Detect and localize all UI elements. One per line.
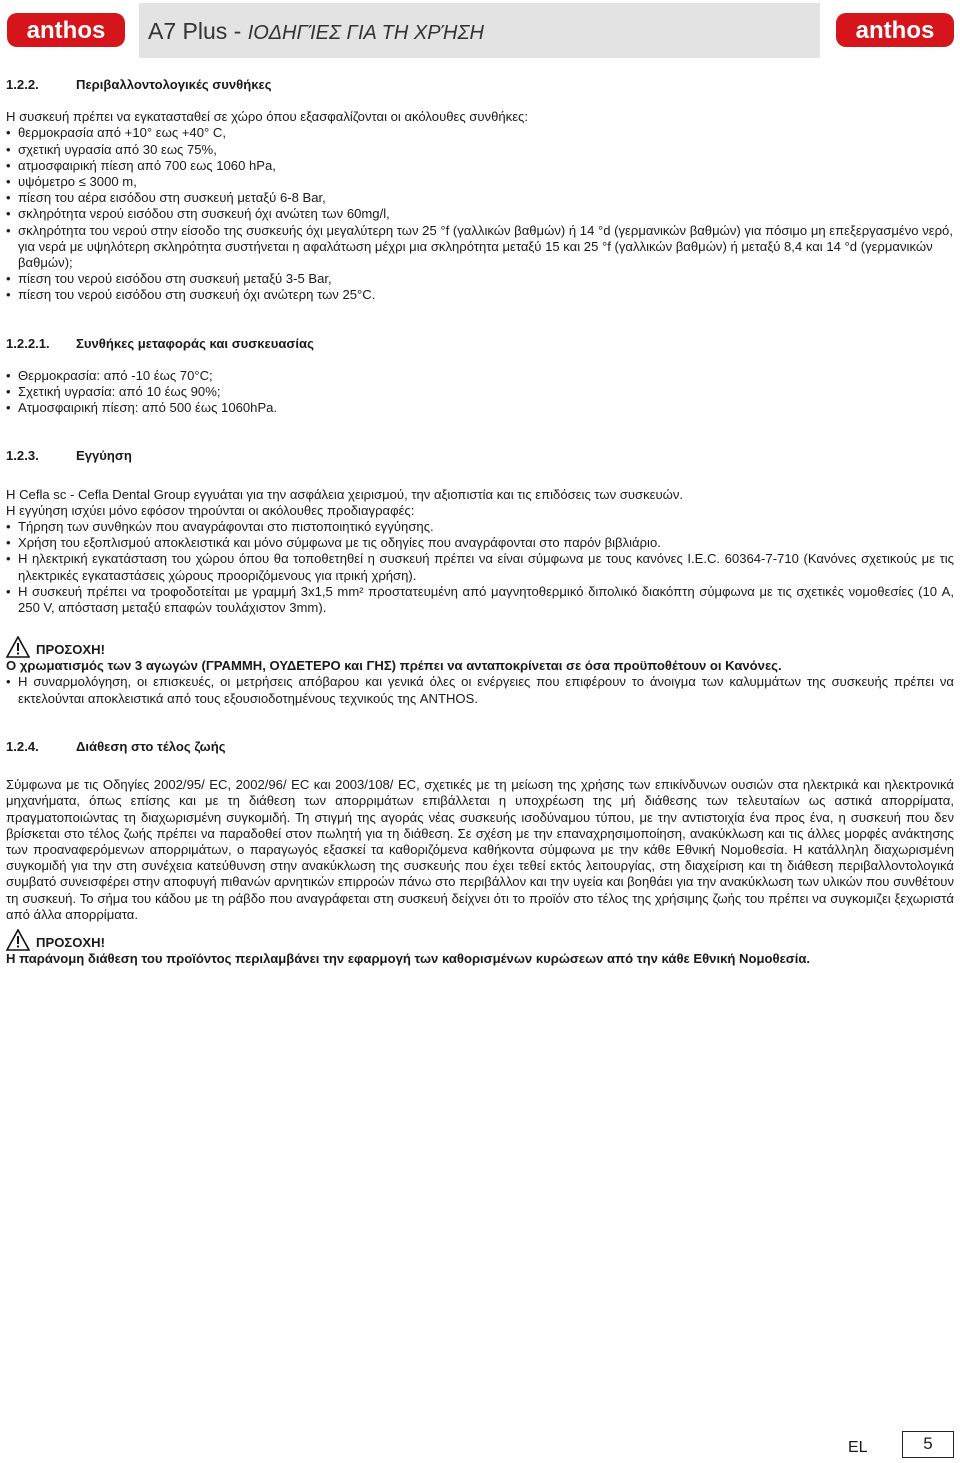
conditions-list xyxy=(6,125,954,303)
warranty-text: Η εγγύηση ισχύει μόνο εφόσον τηρούνται οι ακόλουθες προδιαγραφές: xyxy=(6,502,415,518)
warning-text: Ο χρωματισμός των 3 αγωγών (ΓΡΑΜΜΗ, ΟΥΔΕΤΕΡΟ και ΓΗΣ) πρέπει να ανταποκρίνεται σε όσα προϋποθέτουν οι Κανόνες. xyxy=(6,658,782,674)
warranty-list xyxy=(6,519,954,616)
list-item: • υψόμετρο ≤ 3000 m, xyxy=(6,174,954,190)
warning-text: Η παράνομη διάθεση του προϊόντος περιλαμβάνει την εφαρμογή των καθορισμένων κυρώσεων από την κάθε Εθνική Νομοθεσία. xyxy=(6,950,811,966)
disposal-paragraph: Σύμφωνα με τις Οδηγίες 2002/95/ EC, 2002/96/ EC και 2003/108/ EC, σχετικές με τη μείωση της χρήσης των επικίνδυνων ουσιών στα ηλεκτρικά και ηλεκτρονικά μηχανήματα, όπως επίσης και με τη διάθεση των απορριμάτων επιβάλλεται η υποχρέωση της μή διάθεσης των τελευταίων ως αστικά απορρίματα, πραγματοποιώντας τη διαχωρισμένη συγκομιδή. Τη στιγμή της αγοράς νέας συσκευής ισοδύναμου τύπου, με την αντιστοιχία ένα προς ένα, η συσκευή που δεν βρίσκεται στο τέλος ζωής πρέπει να παραδοθεί στον πωλητή για τη διάθεση. Σε σχέση με την επαναχρησιμοποίηση, ανακύκλωση και τις άλλες μορφές ανάκτησης των προαναφερόμενων απορριμάτων, ο παραγωγός εξασκεί τα καθοριζόμενα καθήκοντα σύμφωνα με την κάθε Εθνική Νομοθεσία. Η κατάλληλη διαχωρισμένη συγκομιδή για την στη συνέχεια κατεύθυνση στην ανακύκλωση της συσκευής που έχει τεθεί εκτός λειτουργίας, στη διαχείριση και τη διάθεση περιβαλλοντολογικά συμβατό συνεισφέρει στην αποφυγή πιθανών αρνητικών επιρροών πάνω στο περιβάλλον και την υγεία και βοηθάει για την ανακύκλωση των υλικών που συνθέτουν τη συσκευή. Το σήμα του κάδου με τη ράβδο που αναγράφεται στη συσκευή δείχνει ότι το προϊόν στο τέλος της χρήσιμης ζωής του πρέπει να συγκομιζει ξεχωριστά από άλλα απορρίματα. xyxy=(6,777,954,922)
transport-list xyxy=(6,368,954,417)
intro-text: Η συσκευή πρέπει να εγκατασταθεί σε χώρο όπου εξασφαλίζονται οι ακόλουθες συνθήκες: xyxy=(6,109,528,125)
section-number: 1.2.2. xyxy=(6,77,39,92)
section-heading xyxy=(6,448,954,464)
warning-block xyxy=(6,929,954,951)
section-title: Περιβαλλοντολογικές συνθήκες xyxy=(76,77,272,92)
section-number: 1.2.4. xyxy=(6,738,39,754)
section-title: Συνθήκες μεταφοράς και συσκευασίας xyxy=(76,335,314,351)
warning-list xyxy=(6,674,954,706)
section-number: 1.2.3. xyxy=(6,448,39,464)
section-title: Διάθεση στο τέλος ζωής xyxy=(76,738,226,754)
list-item: • Ατμοσφαιρική πίεση: από 500 έως 1060hPa. xyxy=(6,400,954,416)
svg-text:anthos: anthos xyxy=(26,17,106,44)
svg-text:anthos: anthos xyxy=(855,17,935,44)
list-item: • πίεση του νερού εισόδου στη συσκευή μεταξύ 3-5 Bar, xyxy=(6,271,954,287)
language-code: EL xyxy=(848,1439,868,1456)
list-item: • πίεση του αέρα εισόδου στη συσκευή μεταξύ 6-8 Bar, xyxy=(6,190,954,206)
section-title: Εγγύηση xyxy=(76,448,132,464)
list-item: • σχετική υγρασία από 30 εως 75%, xyxy=(6,142,954,158)
list-item: • ατμοσφαιρική πίεση από 700 εως 1060 hPa, xyxy=(6,158,954,174)
warranty-text: Η Cefla sc - Cefla Dental Group εγγυάται για την ασφάλεια χειρισμού, την αξιοπιστία και τις επιδόσεις των συσκευών. xyxy=(6,486,684,502)
section-number: 1.2.2.1. xyxy=(6,335,50,351)
title-separator: - xyxy=(227,18,248,44)
warning-triangle-icon xyxy=(6,929,30,951)
section-heading xyxy=(6,336,954,352)
warning-label: ΠΡΟΣΟΧΗ! xyxy=(36,642,105,658)
page-title xyxy=(148,18,484,45)
list-item: • Σχετική υγρασία: από 10 έως 90%; xyxy=(6,384,954,400)
list-item: • σκληρότητα νερού εισόδου στη συσκευή όχι ανώτεη των 60mg/l, xyxy=(6,206,954,222)
list-item: • Τήρηση των συνθηκών που αναγράφονται στο πιστοποιητικό εγγύησης. xyxy=(6,519,954,535)
list-item: • σκληρότητα του νερού στην είσοδο της συσκευής όχι μεγαλύτερη των 25 °f (γαλλικών βαθμών) ή 14 °d (γερμανικών βαθμών) για πόσιμο μη επεξεργασμένο νερό, για νερά με υψηλότερη σκληρότητα συστήνεται η αφαλάτωση μέχρι μια σκληρότητα μεταξύ 15 και 25 °f (γαλλικών βαθμών) ή μεταξύ 8,4 και 14 °d (γερμανικών βαθμών); xyxy=(6,223,954,272)
document-body xyxy=(6,77,954,967)
list-item: • Θερμοκρασία: από -10 έως 70°C; xyxy=(6,368,954,384)
anthos-logo xyxy=(835,10,955,50)
page-header xyxy=(0,0,960,64)
section-heading xyxy=(6,77,954,93)
page-number: 5 xyxy=(902,1431,954,1458)
list-item: • Η συσκευή πρέπει να τροφοδοτείται με γραμμή 3x1,5 mm² προστατευμένη από μαγνητοθερμικό διπολικό διακόπτη σύμφωνα με τις σχετικές νομοθεσίες (10 A, 250 V, απόσταση μεταξύ επαφών τουλάχιστον 3mm). xyxy=(6,584,954,616)
warning-block xyxy=(6,636,954,658)
list-item: • Χρήση του εξοπλισμού αποκλειστικά και μόνο σύμφωνα με τις οδηγίες που αναγράφονται στο παρόν βιβλιάριο. xyxy=(6,535,954,551)
list-item: • θερμοκρασία από +10° εως +40° C, xyxy=(6,125,954,141)
document-title: ΙΟΔΗΓΊΕΣ ΓΙΑ ΤΗ ΧΡΉΣΗ xyxy=(247,22,484,44)
warning-label: ΠΡΟΣΟΧΗ! xyxy=(36,934,105,950)
list-item: • πίεση του νερού εισόδου στη συσκευή όχι ανώτερη των 25°C. xyxy=(6,287,954,303)
list-item: • Η συναρμολόγηση, οι επισκευές, οι μετρήσεις απόβαρου και γενικά όλες οι ενέργειες που επιφέρουν το άνοιγμα των καλυμμάτων της συσκευής πρέπει να εκτελούνται αποκλειστικά από τους εξουσιοδοτημένους τεχνικούς της ANTHOS. xyxy=(6,674,954,706)
list-item: • Η ηλεκτρική εγκατάσταση του χώρου όπου θα τοποθετηθεί η συσκευή πρέπει να είναι σύμφωνα με τους κανόνες I.E.C. 60364-7-710 (Κανόνες σχετικούς με τις ηλεκτρικές εγκαταστάσεις χώρους προοριζόμενους για ιτρική χρήση). xyxy=(6,551,954,583)
product-name: A7 Plus xyxy=(148,18,228,44)
section-heading xyxy=(6,739,954,755)
warning-triangle-icon xyxy=(6,636,30,658)
anthos-logo xyxy=(6,10,126,50)
